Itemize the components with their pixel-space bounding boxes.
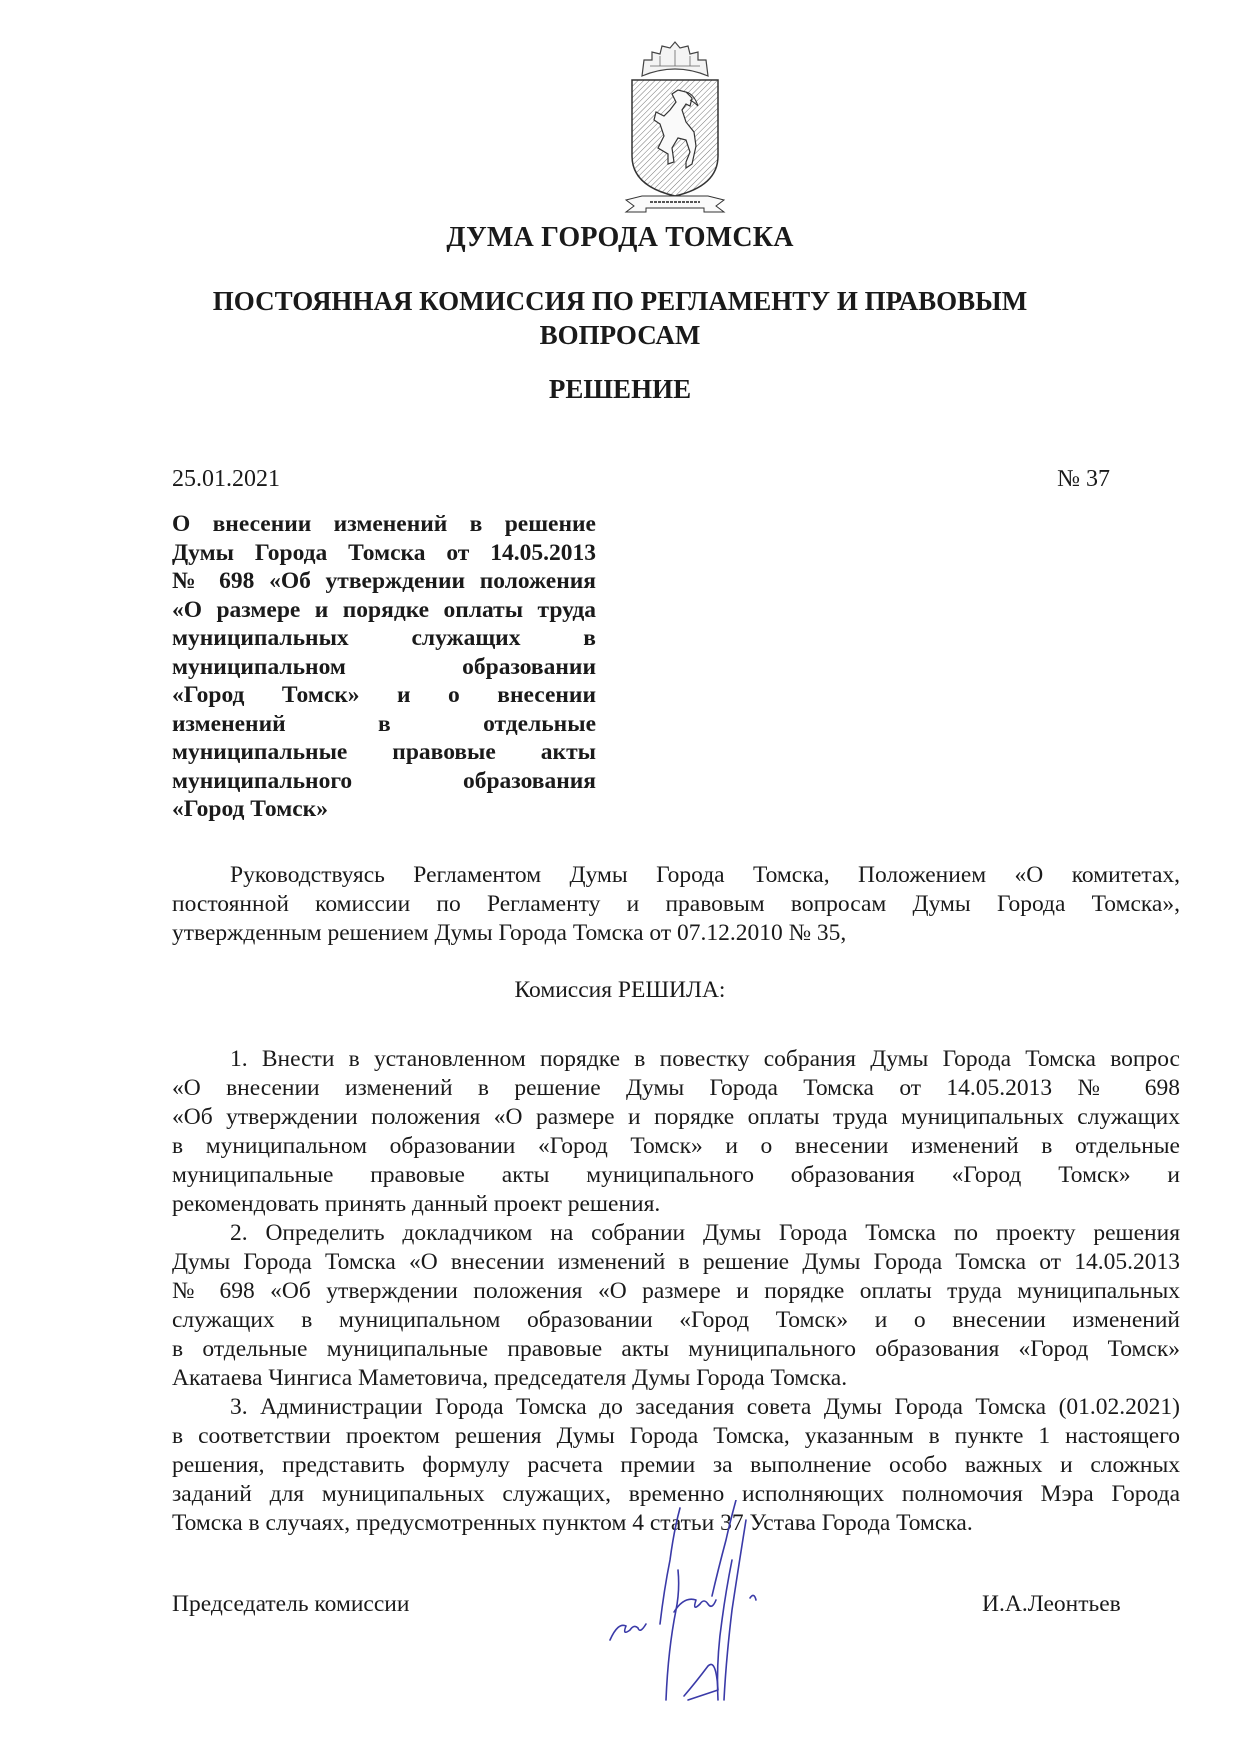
item-line: «Об утверждении положения «О размере и порядке оплаты труда муниципальных служащих [172,1104,1180,1130]
item-line: 1. Внести в установленном порядке в повестку собрания Думы Города Томска вопрос [230,1046,1180,1072]
item-line: в соответствии проектом решения Думы Города Томска, указанным в пункте 1 настоящего [172,1423,1180,1449]
subject-line: муниципальные правовые акты [172,739,596,765]
preamble-line: Руководствуясь Регламентом Думы Города Томска, Положением «О комитетах, [230,862,1180,888]
item-line: Томска в случаях, предусмотренных пунктом 4 статьи 37 Устава Города Томска. [172,1510,973,1536]
item-line: решения, представить формулу расчета премии за выполнение особо важных и сложных [172,1452,1180,1478]
resolution-items [172,1045,1180,1538]
item-line: № 698 «Об утверждении положения «О размере и порядке оплаты труда муниципальных [172,1278,1180,1304]
tomsk-coat-of-arms-icon [620,36,730,214]
resolution-item-1 [172,1045,1180,1219]
item-line: служащих в муниципальном образовании «Город Томск» и о внесении изменений [172,1307,1180,1333]
subject-line: муниципального образования [172,767,596,794]
signatory-title: Председатель комиссии [172,1591,410,1617]
document-date: 25.01.2021 [172,466,280,492]
item-line: заданий для муниципальных служащих, временно исполняющих полномочия Мэра Города [172,1481,1180,1507]
subject-line: муниципальном образовании [172,653,596,680]
document-type: РЕШЕНИЕ [548,374,692,404]
preamble-line: постоянной комиссии по Регламенту и правовым вопросам Думы Города Томска», [172,891,1180,917]
resolved-heading: Комиссия РЕШИЛА: [514,977,726,1003]
commission-title-line-2: ВОПРОСАМ [539,320,701,350]
preamble-paragraph [172,861,1180,948]
subject-line: О внесении изменений в решение [172,511,596,537]
item-line: 3. Администрации Города Томска до заседания совета Думы Города Томска (01.02.2021) [230,1394,1180,1420]
document-number: № 37 [1057,466,1110,492]
item-line: Акатаева Чингиса Маметовича, председателя Думы Города Томска. [172,1365,848,1391]
item-line: «О внесении изменений в решение Думы Города Томска от 14.05.2013 № 698 [172,1075,1180,1101]
item-line: Думы Города Томска «О внесении изменений в решение Думы Города Томска от 14.05.2013 [172,1249,1180,1275]
item-line: 2. Определить докладчиком на собрании Думы Города Томска по проекту решения [230,1220,1180,1246]
subject-line: изменений в отдельные [172,710,596,737]
organization-title: ДУМА ГОРОДА ТОМСКА [446,222,794,253]
document-subject [172,510,596,824]
subject-line: «О размере и порядке оплаты труда [172,596,596,623]
commission-title-line-1: ПОСТОЯННАЯ КОМИССИЯ ПО РЕГЛАМЕНТУ И ПРАВОВЫМ [212,286,1028,316]
resolution-item-2 [172,1219,1180,1393]
signatory-name: И.А.Леонтьев [982,1591,1121,1617]
subject-line: «Город Томск» [172,796,328,822]
commission-title [0,284,1240,352]
subject-line: Думы Города Томска от 14.05.2013 [172,539,596,566]
item-line: муниципальные правовые акты муниципального образования «Город Томск» и [172,1162,1180,1188]
item-line: в муниципальном образовании «Город Томск» и о внесении изменений в отдельные [172,1133,1180,1159]
item-line: рекомендовать принять данный проект решения. [172,1191,661,1217]
item-line: в отдельные муниципальные правовые акты муниципального образования «Город Томск» [172,1336,1180,1362]
subject-line: муниципальных служащих в [172,625,596,651]
preamble-line: утвержденным решением Думы Города Томска от 07.12.2010 № 35, [172,920,847,946]
subject-line: «Город Томск» и о внесении [172,682,596,708]
handwritten-signature-icon [600,1500,830,1710]
subject-line: № 698 «Об утверждении положения [172,568,596,594]
